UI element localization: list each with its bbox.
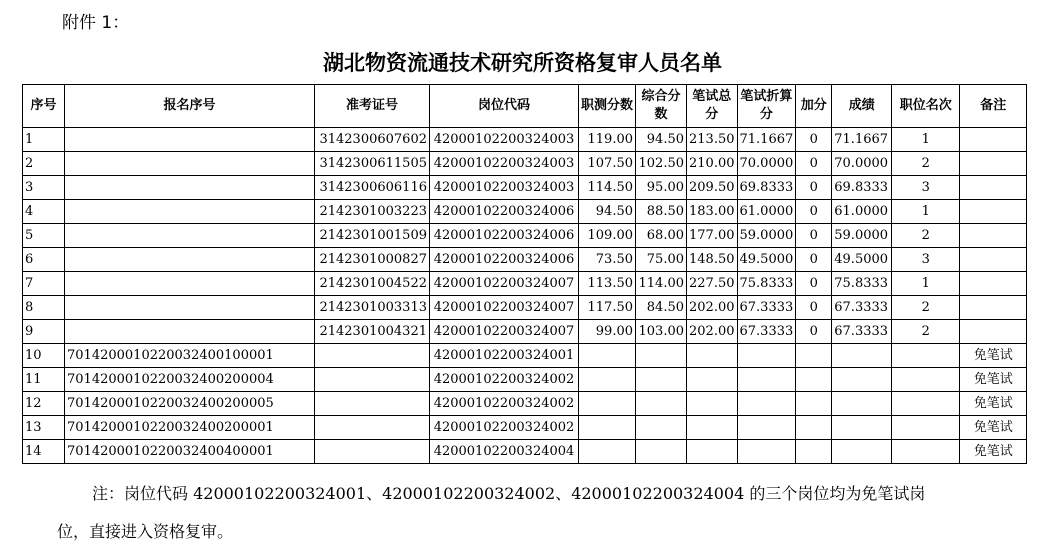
cell-bonus: 0 (796, 320, 832, 344)
cell-general (636, 416, 687, 440)
cell-bonus (796, 368, 832, 392)
table-row (23, 224, 1027, 248)
cell-aptitude: 114.50 (579, 176, 636, 200)
cell-written-total: 213.50 (687, 128, 738, 152)
cell-post-code: 42000102200324006 (430, 224, 579, 248)
cell-remark (960, 224, 1027, 248)
cell-post-code: 42000102200324003 (430, 152, 579, 176)
cell-seq: 1 (23, 128, 65, 152)
cell-aptitude (579, 368, 636, 392)
cell-written-converted: 61.0000 (737, 200, 796, 224)
cell-aptitude (579, 392, 636, 416)
cell-exam-no: 2142301003223 (315, 200, 430, 224)
cell-score: 61.0000 (832, 200, 892, 224)
header-bonus: 加分 (796, 85, 832, 128)
table-row (23, 440, 1027, 464)
note-line-2: 位，直接进入资格复审。 (57, 522, 234, 541)
cell-written-total (687, 392, 738, 416)
cell-written-total (687, 344, 738, 368)
header-general: 综合分数 (636, 85, 687, 128)
cell-seq: 9 (23, 320, 65, 344)
cell-post-code: 42000102200324006 (430, 200, 579, 224)
cell-exam-no: 3142300611505 (315, 152, 430, 176)
cell-reg-no: 7014200010220032400400001 (65, 440, 315, 464)
cell-aptitude (579, 440, 636, 464)
cell-general: 114.00 (636, 272, 687, 296)
cell-rank (892, 440, 960, 464)
cell-post-code: 42000102200324001 (430, 344, 579, 368)
cell-remark: 免笔试 (960, 416, 1027, 440)
cell-remark (960, 296, 1027, 320)
cell-remark (960, 248, 1027, 272)
cell-post-code: 42000102200324004 (430, 440, 579, 464)
cell-score (832, 368, 892, 392)
cell-exam-no: 2142301003313 (315, 296, 430, 320)
cell-post-code: 42000102200324007 (430, 272, 579, 296)
cell-written-total: 183.00 (687, 200, 738, 224)
cell-remark: 免笔试 (960, 392, 1027, 416)
cell-aptitude: 94.50 (579, 200, 636, 224)
cell-post-code: 42000102200324007 (430, 296, 579, 320)
cell-rank (892, 344, 960, 368)
cell-written-total (687, 440, 738, 464)
cell-general: 84.50 (636, 296, 687, 320)
cell-remark: 免笔试 (960, 344, 1027, 368)
cell-aptitude: 113.50 (579, 272, 636, 296)
cell-score: 67.3333 (832, 296, 892, 320)
cell-score (832, 440, 892, 464)
cell-post-code: 42000102200324007 (430, 320, 579, 344)
table-row (23, 272, 1027, 296)
cell-written-total: 202.00 (687, 320, 738, 344)
roster-body (23, 128, 1027, 464)
header-score: 成绩 (832, 85, 892, 128)
table-row (23, 152, 1027, 176)
cell-written-converted: 75.8333 (737, 272, 796, 296)
cell-seq: 8 (23, 296, 65, 320)
cell-exam-no: 2142301001509 (315, 224, 430, 248)
cell-remark: 免笔试 (960, 368, 1027, 392)
cell-reg-no (65, 200, 315, 224)
cell-written-converted (737, 368, 796, 392)
cell-written-total: 209.50 (687, 176, 738, 200)
cell-written-converted: 69.8333 (737, 176, 796, 200)
cell-aptitude: 73.50 (579, 248, 636, 272)
cell-reg-no (65, 128, 315, 152)
cell-general: 68.00 (636, 224, 687, 248)
cell-post-code: 42000102200324006 (430, 248, 579, 272)
cell-rank (892, 392, 960, 416)
cell-score: 70.0000 (832, 152, 892, 176)
cell-post-code: 42000102200324003 (430, 128, 579, 152)
header-reg-no: 报名序号 (65, 85, 315, 128)
cell-remark (960, 176, 1027, 200)
cell-score: 75.8333 (832, 272, 892, 296)
cell-score: 69.8333 (832, 176, 892, 200)
roster-table (22, 84, 1027, 464)
cell-general (636, 440, 687, 464)
cell-written-converted (737, 344, 796, 368)
cell-rank: 3 (892, 176, 960, 200)
cell-exam-no: 3142300607602 (315, 128, 430, 152)
cell-aptitude: 117.50 (579, 296, 636, 320)
cell-general: 75.00 (636, 248, 687, 272)
cell-written-converted: 71.1667 (737, 128, 796, 152)
cell-exam-no: 2142301004522 (315, 272, 430, 296)
cell-written-converted: 49.5000 (737, 248, 796, 272)
cell-score: 49.5000 (832, 248, 892, 272)
cell-general (636, 344, 687, 368)
cell-aptitude (579, 344, 636, 368)
cell-exam-no: 2142301000827 (315, 248, 430, 272)
header-exam-no: 准考证号 (315, 85, 430, 128)
cell-remark (960, 128, 1027, 152)
cell-general: 94.50 (636, 128, 687, 152)
cell-reg-no: 7014200010220032400200004 (65, 368, 315, 392)
cell-remark: 免笔试 (960, 440, 1027, 464)
cell-reg-no (65, 176, 315, 200)
cell-aptitude: 119.00 (579, 128, 636, 152)
header-remark: 备注 (960, 85, 1027, 128)
table-row (23, 296, 1027, 320)
cell-rank: 2 (892, 152, 960, 176)
table-row (23, 176, 1027, 200)
cell-bonus: 0 (796, 296, 832, 320)
cell-written-converted (737, 392, 796, 416)
cell-score (832, 344, 892, 368)
cell-bonus (796, 392, 832, 416)
cell-rank: 1 (892, 200, 960, 224)
cell-remark (960, 272, 1027, 296)
header-row (23, 85, 1027, 128)
cell-bonus (796, 416, 832, 440)
cell-score: 59.0000 (832, 224, 892, 248)
cell-bonus: 0 (796, 152, 832, 176)
cell-written-total: 227.50 (687, 272, 738, 296)
table-row (23, 200, 1027, 224)
cell-remark (960, 320, 1027, 344)
cell-seq: 6 (23, 248, 65, 272)
cell-written-converted: 67.3333 (737, 296, 796, 320)
table-row (23, 392, 1027, 416)
cell-seq: 4 (23, 200, 65, 224)
cell-reg-no: 7014200010220032400200005 (65, 392, 315, 416)
cell-written-total: 177.00 (687, 224, 738, 248)
cell-rank: 3 (892, 248, 960, 272)
cell-exam-no (315, 368, 430, 392)
cell-seq: 14 (23, 440, 65, 464)
cell-post-code: 42000102200324003 (430, 176, 579, 200)
header-rank: 职位名次 (892, 85, 960, 128)
table-row (23, 320, 1027, 344)
cell-score (832, 392, 892, 416)
table-row (23, 344, 1027, 368)
cell-general: 88.50 (636, 200, 687, 224)
cell-rank: 1 (892, 272, 960, 296)
cell-aptitude: 109.00 (579, 224, 636, 248)
cell-rank (892, 416, 960, 440)
cell-seq: 10 (23, 344, 65, 368)
cell-exam-no: 3142300606116 (315, 176, 430, 200)
table-row (23, 128, 1027, 152)
table-row (23, 368, 1027, 392)
cell-remark (960, 200, 1027, 224)
cell-written-converted: 70.0000 (737, 152, 796, 176)
cell-exam-no (315, 416, 430, 440)
cell-bonus: 0 (796, 176, 832, 200)
cell-exam-no: 2142301004321 (315, 320, 430, 344)
cell-general (636, 368, 687, 392)
note-line-1: 注：岗位代码 42000102200324001、42000102200324002、42000102200324004 的三个岗位均为免笔试岗 (92, 484, 926, 503)
cell-seq: 5 (23, 224, 65, 248)
cell-rank (892, 368, 960, 392)
cell-seq: 11 (23, 368, 65, 392)
cell-reg-no (65, 224, 315, 248)
header-written-converted: 笔试折算分 (737, 85, 796, 128)
cell-aptitude: 107.50 (579, 152, 636, 176)
cell-reg-no (65, 248, 315, 272)
cell-seq: 2 (23, 152, 65, 176)
cell-aptitude (579, 416, 636, 440)
cell-seq: 3 (23, 176, 65, 200)
table-row (23, 248, 1027, 272)
cell-general: 102.50 (636, 152, 687, 176)
cell-written-converted: 59.0000 (737, 224, 796, 248)
cell-bonus: 0 (796, 248, 832, 272)
cell-exam-no (315, 440, 430, 464)
cell-post-code: 42000102200324002 (430, 368, 579, 392)
cell-post-code: 42000102200324002 (430, 416, 579, 440)
cell-reg-no (65, 152, 315, 176)
cell-written-total: 210.00 (687, 152, 738, 176)
attachment-label: 附件 1： (62, 13, 130, 33)
cell-general (636, 392, 687, 416)
cell-reg-no: 7014200010220032400200001 (65, 416, 315, 440)
cell-post-code: 42000102200324002 (430, 392, 579, 416)
header-written-total: 笔试总分 (687, 85, 738, 128)
cell-bonus: 0 (796, 200, 832, 224)
cell-written-converted (737, 416, 796, 440)
cell-remark (960, 152, 1027, 176)
cell-rank: 2 (892, 224, 960, 248)
cell-written-total (687, 368, 738, 392)
cell-written-total (687, 416, 738, 440)
cell-rank: 1 (892, 128, 960, 152)
cell-exam-no (315, 344, 430, 368)
cell-reg-no (65, 296, 315, 320)
cell-general: 103.00 (636, 320, 687, 344)
cell-bonus (796, 440, 832, 464)
cell-written-total: 202.00 (687, 296, 738, 320)
cell-general: 95.00 (636, 176, 687, 200)
cell-bonus (796, 344, 832, 368)
cell-reg-no: 7014200010220032400100001 (65, 344, 315, 368)
cell-written-converted (737, 440, 796, 464)
cell-bonus: 0 (796, 224, 832, 248)
header-seq: 序号 (23, 85, 65, 128)
cell-reg-no (65, 272, 315, 296)
cell-written-total: 148.50 (687, 248, 738, 272)
cell-score: 67.3333 (832, 320, 892, 344)
cell-seq: 12 (23, 392, 65, 416)
cell-score: 71.1667 (832, 128, 892, 152)
cell-aptitude: 99.00 (579, 320, 636, 344)
cell-seq: 13 (23, 416, 65, 440)
table-row (23, 416, 1027, 440)
cell-exam-no (315, 392, 430, 416)
cell-seq: 7 (23, 272, 65, 296)
cell-rank: 2 (892, 296, 960, 320)
cell-written-converted: 67.3333 (737, 320, 796, 344)
cell-score (832, 416, 892, 440)
document-title: 湖北物资流通技术研究所资格复审人员名单 (323, 50, 722, 75)
cell-bonus: 0 (796, 128, 832, 152)
header-post-code: 岗位代码 (430, 85, 579, 128)
cell-rank: 2 (892, 320, 960, 344)
cell-bonus: 0 (796, 272, 832, 296)
header-aptitude: 职测分数 (579, 85, 636, 128)
cell-reg-no (65, 320, 315, 344)
